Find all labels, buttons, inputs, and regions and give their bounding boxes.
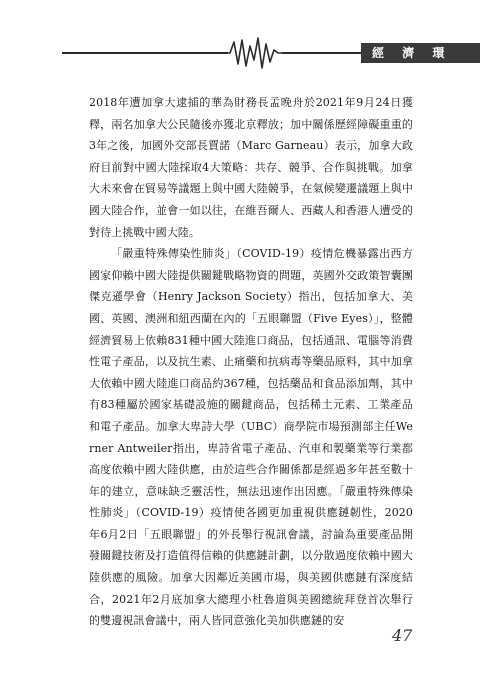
page-number: 47 bbox=[392, 626, 413, 645]
header-rule-right bbox=[282, 52, 362, 54]
article-body bbox=[89, 92, 413, 632]
pulse-line-icon bbox=[224, 36, 286, 70]
page-header bbox=[0, 0, 480, 80]
section-label: 經 濟 環 境 bbox=[361, 43, 480, 63]
paragraph: 2018年遭加拿大逮捕的華為財務長孟晚舟於2021年9月24日獲釋，兩名加拿大公民隨後亦獲北京釋放；加中關係歷經障礙重重的3年之後，加國外交部長賈諾（Marc Garneau）表示，加拿大政府目前對中國大陸採取4大策略：共存、競爭、合作與挑戰。加拿大未來會在貿易等議題上與中國大陸競爭，在氣候變遷議題上與中國大陸合作，並會一如以往，在維吾爾人、西藏人和香港人遭受的對待上挑戰中國大陸。 bbox=[89, 96, 413, 239]
header-rule-left bbox=[62, 52, 228, 54]
paragraph: 「嚴重特殊傳染性肺炎」（COVID-19）疫情危機暴露出西方國家仰賴中國大陸提供關鍵戰略物資的問題，英國外交政策智囊團傑克遜學會（Henry Jackson Society）指出，包括加拿大、美國、英國、澳洲和紐西蘭在內的「五眼聯盟（Five Eyes）」，整體經濟貿易上依賴831種中國大陸進口商品，包括通訊、電腦等消費性電子產品，以及抗生素、止痛藥和抗病毒等藥品原料，其中加拿大依賴中國大陸進口商品約367種，包括藥品和食品添加劑，其中有83種屬於國家基礎設施的關鍵商品，包括稀土元素、工業產品和電子產品。加拿大卑詩大學（UBC）商學院市場預測部主任Werner Antweiler指出，卑詩省電子產品、汽車和製藥業等行業都高度依賴中國大陸供應，由於這些合作關係都是經過多年甚至數十年的建立，意味缺乏靈活性，無法迅速作出因應。「嚴重特殊傳染性肺炎」（COVID-19）疫情使各國更加重視供應鏈韌性，2020年6月2日「五眼聯盟」的外長舉行視訊會議，討論為重要產品開發關鍵技術及打造值得信賴的供應鏈計劃，以分散過度依賴中國大陸供應的風險。加拿大因鄰近美國市場，與美國供應鏈有深度結合，2021年2月底加拿大總理小杜魯道與美國總統拜登首次舉行的雙邊視訊會議中，兩人皆同意強化美加供應鏈的安 bbox=[89, 247, 413, 628]
